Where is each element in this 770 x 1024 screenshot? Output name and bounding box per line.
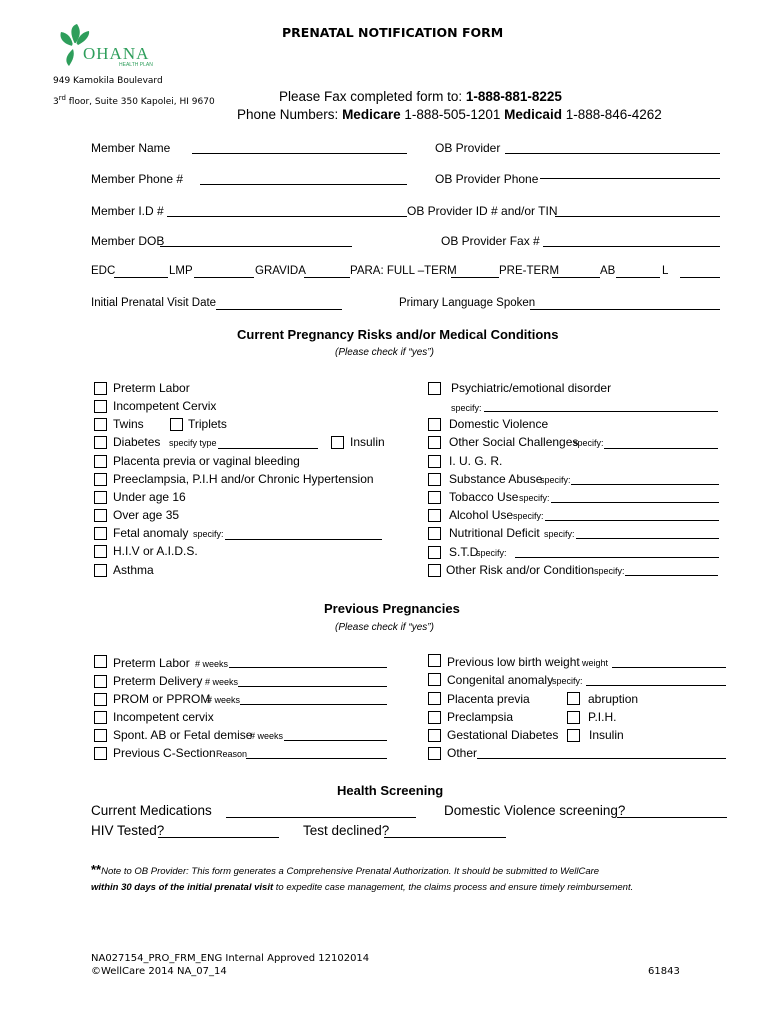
- ob-fax-label: OB Provider Fax #: [441, 234, 540, 248]
- label-domestic-violence: Domestic Violence: [449, 417, 549, 431]
- cb-prev-insulin[interactable]: [567, 729, 580, 742]
- cb-psychiatric[interactable]: [428, 382, 441, 395]
- screening-heading: Health Screening: [337, 783, 444, 798]
- ob-phone-label: OB Provider Phone: [435, 172, 539, 186]
- ob-provider-label: OB Provider: [435, 141, 501, 155]
- member-dob-label: Member DOB: [91, 234, 165, 248]
- cb-prev-csection[interactable]: [94, 747, 107, 760]
- edc-field[interactable]: [114, 277, 168, 278]
- label-std: S.T.D: [449, 545, 479, 559]
- label-prev-placenta-previa: Placenta previa: [447, 692, 530, 706]
- label-hiv: H.I.V or A.I.D.S.: [113, 544, 198, 558]
- cb-fetal-anomaly[interactable]: [94, 527, 107, 540]
- ab-label: AB: [600, 265, 616, 277]
- cb-prev-placenta-previa[interactable]: [428, 692, 441, 705]
- label-prev-abruption: abruption: [588, 692, 639, 706]
- current-meds-field[interactable]: [226, 817, 416, 818]
- prev-preterm-delivery-field[interactable]: [238, 686, 387, 687]
- cb-prev-preterm-delivery[interactable]: [94, 675, 107, 688]
- label-social-specify: specify:: [573, 438, 604, 448]
- initial-visit-field[interactable]: [216, 309, 342, 310]
- label-alcohol: Alcohol Use: [449, 508, 514, 522]
- nutritional-specify-field[interactable]: [576, 538, 719, 539]
- cb-alcohol[interactable]: [428, 509, 441, 522]
- label-prev-gestational-diabetes: Gestational Diabetes: [447, 728, 559, 742]
- cb-preeclampsia[interactable]: [94, 473, 107, 486]
- diabetes-specify-field[interactable]: [218, 448, 318, 449]
- gravida-field[interactable]: [304, 277, 350, 278]
- fullterm-field[interactable]: [451, 277, 499, 278]
- label-incompetent-cervix: Incompetent Cervix: [113, 399, 217, 413]
- cb-prev-abruption[interactable]: [567, 692, 580, 705]
- previous-heading: Previous Pregnancies: [324, 601, 460, 616]
- label-over-35: Over age 35: [113, 508, 180, 522]
- member-phone-field[interactable]: [200, 184, 407, 185]
- cb-iugr[interactable]: [428, 455, 441, 468]
- ohana-logo: [55, 22, 155, 70]
- edc-label: EDC: [91, 265, 116, 277]
- cb-twins[interactable]: [94, 418, 107, 431]
- label-tobacco: Tobacco Use: [449, 490, 519, 504]
- label-prev-csection-reason: Reason: [216, 749, 248, 759]
- label-fetal-specify: specify:: [193, 529, 224, 539]
- other-risk-specify-field[interactable]: [625, 575, 718, 576]
- hiv-tested-field[interactable]: [158, 837, 279, 838]
- preterm-field[interactable]: [552, 277, 600, 278]
- label-insulin: Insulin: [350, 435, 385, 449]
- address-line2: 3rd floor, Suite 350 Kapolei, HI 9670: [53, 94, 215, 107]
- initial-visit-label: Initial Prenatal Visit Date: [91, 297, 217, 309]
- cb-diabetes[interactable]: [94, 436, 107, 449]
- ob-phone-field[interactable]: [540, 178, 720, 179]
- ob-provider-field[interactable]: [505, 153, 720, 154]
- footer-line2: ©WellCare 2014 NA_07_14: [91, 966, 227, 977]
- prev-other-field[interactable]: [477, 758, 726, 759]
- label-substance: Substance Abuse: [449, 472, 543, 486]
- label-nutritional-specify: specify:: [544, 529, 575, 539]
- label-prev-preterm-delivery: Preterm Delivery: [113, 674, 203, 688]
- psych-specify-field[interactable]: [484, 411, 718, 412]
- preterm-label: PRE-TERM: [499, 265, 560, 277]
- label-prev-csection: Previous C-Section: [113, 746, 216, 760]
- language-label: Primary Language Spoken: [399, 297, 536, 309]
- lmp-label: LMP: [169, 265, 193, 277]
- label-twins: Twins: [113, 417, 144, 431]
- member-name-label: Member Name: [91, 141, 171, 155]
- ab-field[interactable]: [616, 277, 660, 278]
- footer-code: 61843: [648, 966, 680, 977]
- lmp-field[interactable]: [194, 277, 254, 278]
- dv-screening-label: Domestic Violence screening?: [444, 803, 626, 818]
- tobacco-specify-field[interactable]: [551, 502, 719, 503]
- cb-std[interactable]: [428, 546, 441, 559]
- cb-incompetent-cervix[interactable]: [94, 400, 107, 413]
- label-tobacco-specify: specify:: [519, 493, 550, 503]
- cb-nutritional[interactable]: [428, 527, 441, 540]
- logo-sub: HEALTH PLAN: [119, 62, 153, 68]
- cb-tobacco[interactable]: [428, 491, 441, 504]
- gravida-label: GRAVIDA: [255, 265, 306, 277]
- prev-spont-ab-field[interactable]: [284, 740, 387, 741]
- cb-prev-low-birth-weight[interactable]: [428, 654, 441, 667]
- member-phone-label: Member Phone #: [91, 172, 184, 186]
- label-triplets: Triplets: [188, 417, 227, 431]
- label-psych-specify: specify:: [451, 403, 482, 413]
- label-prev-prom-weeks: # weeks: [207, 695, 241, 705]
- cb-prev-preterm-labor[interactable]: [94, 655, 107, 668]
- l-label: L: [662, 265, 669, 277]
- cb-domestic-violence[interactable]: [428, 418, 441, 431]
- previous-note: (Please check if “yes”): [335, 622, 434, 633]
- label-prev-preterm-labor-weeks: # weeks: [195, 659, 229, 669]
- label-diabetes-specify: specify type: [169, 438, 217, 448]
- prev-prom-field[interactable]: [240, 704, 387, 705]
- ob-id-field[interactable]: [555, 216, 720, 217]
- cb-other-risk[interactable]: [428, 564, 441, 577]
- label-prev-prom: PROM or PPROM: [113, 692, 211, 706]
- label-prev-pih: P.I.H.: [588, 710, 617, 724]
- cb-insulin[interactable]: [331, 436, 344, 449]
- label-nutritional: Nutritional Deficit: [449, 526, 540, 540]
- label-prev-congenital-specify: specify:: [552, 676, 583, 686]
- label-alcohol-specify: specify:: [513, 511, 544, 521]
- label-prev-lbw-weight: weight: [582, 658, 609, 668]
- ob-fax-field[interactable]: [543, 246, 720, 247]
- label-iugr: I. U. G. R.: [449, 454, 503, 468]
- cb-over-35[interactable]: [94, 509, 107, 522]
- label-social: Other Social Challenges: [449, 435, 579, 449]
- current-meds-label: Current Medications: [91, 803, 212, 818]
- label-preeclampsia: Preeclampsia, P.I.H and/or Chronic Hypertension: [113, 472, 374, 486]
- member-name-field[interactable]: [192, 153, 407, 154]
- fax-number: 1-888-881-8225: [465, 89, 562, 104]
- test-declined-label: Test declined?: [303, 823, 390, 838]
- form-title: PRENATAL NOTIFICATION FORM: [282, 25, 504, 40]
- para-label: PARA: FULL –TERM: [350, 265, 457, 277]
- label-std-specify: specify:: [476, 548, 507, 558]
- cb-prev-prom[interactable]: [94, 693, 107, 706]
- label-prev-preterm-labor: Preterm Labor: [113, 656, 190, 670]
- label-preterm-labor: Preterm Labor: [113, 381, 190, 395]
- cb-social[interactable]: [428, 436, 441, 449]
- hiv-tested-label: HIV Tested?: [91, 823, 165, 838]
- alcohol-specify-field[interactable]: [545, 520, 719, 521]
- label-substance-specify: specify:: [540, 475, 571, 485]
- label-prev-spont-ab: Spont. AB or Fetal demise: [113, 728, 253, 742]
- label-prev-insulin: Insulin: [589, 728, 624, 742]
- label-asthma: Asthma: [113, 563, 154, 577]
- cb-prev-preclampsia[interactable]: [428, 711, 441, 724]
- current-note: (Please check if “yes”): [335, 347, 434, 358]
- prev-lbw-field[interactable]: [612, 667, 726, 668]
- label-psychiatric: Psychiatric/emotional disorder: [451, 381, 612, 395]
- test-declined-field[interactable]: [384, 837, 506, 838]
- std-specify-field[interactable]: [515, 557, 719, 558]
- label-prev-preclampsia: Preclampsia: [447, 710, 514, 724]
- provider-note-line1: **Note to OB Provider: This form generates a Comprehensive Prenatal Authorization. It should be submitted to WellCare: [91, 862, 600, 877]
- member-dob-field[interactable]: [160, 246, 352, 247]
- dv-screening-field[interactable]: [617, 817, 727, 818]
- cb-placenta-previa[interactable]: [94, 455, 107, 468]
- cb-asthma[interactable]: [94, 564, 107, 577]
- prev-congenital-field[interactable]: [586, 685, 726, 686]
- substance-specify-field[interactable]: [571, 484, 719, 485]
- cb-prev-gestational-diabetes[interactable]: [428, 729, 441, 742]
- l-field[interactable]: [680, 277, 720, 278]
- prev-preterm-labor-field[interactable]: [229, 667, 387, 668]
- cb-prev-other[interactable]: [428, 747, 441, 760]
- fetal-specify-field[interactable]: [225, 539, 382, 540]
- cb-prev-incompetent-cervix[interactable]: [94, 711, 107, 724]
- social-specify-field[interactable]: [604, 448, 718, 449]
- language-field[interactable]: [530, 309, 720, 310]
- phone-line: Phone Numbers: Medicare 1-888-505-1201 Medicaid 1-888-846-4262: [237, 107, 662, 122]
- provider-note-line2: within 30 days of the initial prenatal visit to expedite case management, the claims process and ensure timely reimbursement.: [91, 882, 634, 893]
- label-diabetes: Diabetes: [113, 435, 161, 449]
- cb-substance[interactable]: [428, 473, 441, 486]
- logo-name: OHANA: [83, 44, 150, 63]
- label-under-16: Under age 16: [113, 490, 186, 504]
- cb-triplets[interactable]: [170, 418, 183, 431]
- label-prev-spont-ab-weeks: # weeks: [250, 731, 284, 741]
- label-fetal-anomaly: Fetal anomaly: [113, 526, 189, 540]
- current-heading: Current Pregnancy Risks and/or Medical Conditions: [237, 327, 559, 342]
- label-prev-congenital: Congenital anomaly: [447, 673, 554, 687]
- cb-prev-pih[interactable]: [567, 711, 580, 724]
- cb-under-16[interactable]: [94, 491, 107, 504]
- label-prev-other: Other: [447, 746, 478, 760]
- address-line1: 949 Kamokila Boulevard: [53, 76, 163, 86]
- fax-line: Please Fax completed form to: 1-888-881-8225: [279, 89, 562, 104]
- ob-id-label: OB Provider ID # and/or TIN: [407, 204, 558, 218]
- label-prev-incompetent-cervix: Incompetent cervix: [113, 710, 214, 724]
- label-prev-low-birth-weight: Previous low birth weight: [447, 655, 580, 669]
- cb-prev-congenital[interactable]: [428, 673, 441, 686]
- member-id-label: Member I.D #: [91, 204, 164, 218]
- label-other-risk: Other Risk and/or Condition: [446, 563, 595, 577]
- cb-hiv[interactable]: [94, 545, 107, 558]
- cb-preterm-labor[interactable]: [94, 382, 107, 395]
- cb-prev-spont-ab[interactable]: [94, 729, 107, 742]
- footer-line1: NA027154_PRO_FRM_ENG Internal Approved 12102014: [91, 953, 370, 964]
- label-placenta-previa: Placenta previa or vaginal bleeding: [113, 454, 300, 468]
- label-other-risk-specify: specify:: [594, 566, 625, 576]
- prev-csection-field[interactable]: [246, 758, 387, 759]
- member-id-field[interactable]: [167, 216, 407, 217]
- label-prev-preterm-delivery-weeks: # weeks: [205, 677, 239, 687]
